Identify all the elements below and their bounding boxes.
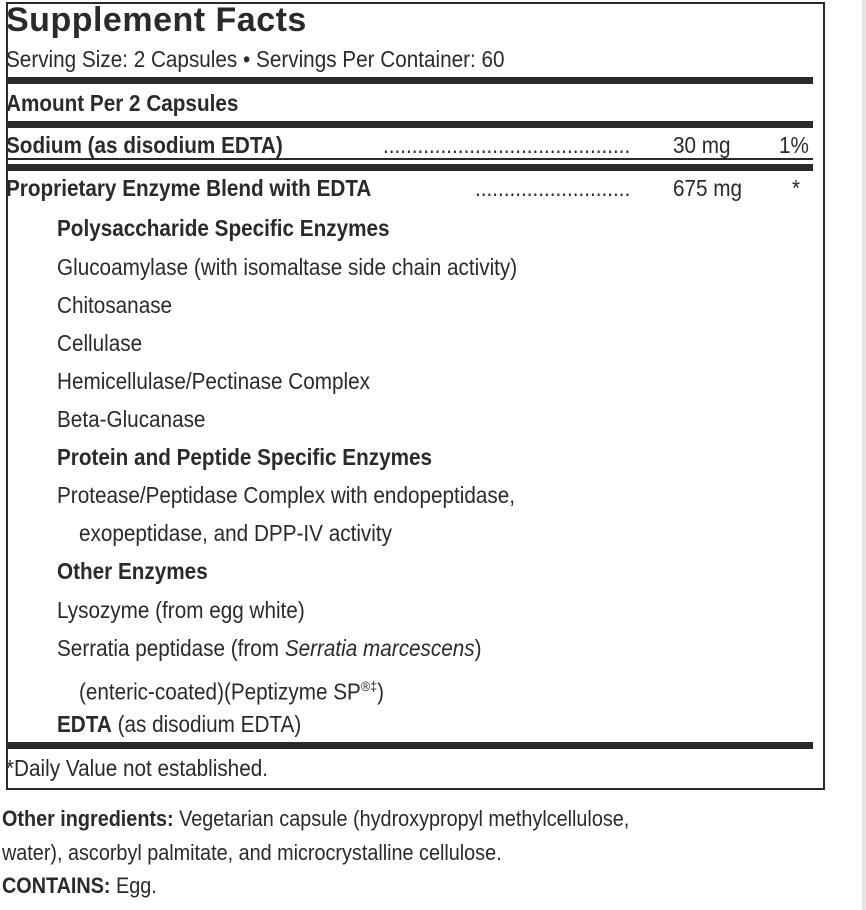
enzyme-item: Hemicellulase/Pectinase Complex	[57, 368, 370, 394]
sodium-daily-value: 1%	[779, 132, 809, 158]
serratia-line	[57, 634, 482, 662]
divider-thick	[6, 77, 813, 84]
enzyme-item: Protease/Peptidase Complex with endopeptidase,	[57, 482, 515, 508]
serratia-species: Serratia marcescens	[284, 635, 475, 661]
other-ingredients-label: Other ingredients:	[2, 806, 174, 831]
divider-thick	[6, 121, 813, 128]
serratia-prefix: Serratia peptidase (from	[57, 635, 285, 661]
edta-line	[57, 710, 301, 738]
serratia-line-2	[79, 672, 384, 706]
blend-amount: 675 mg	[673, 175, 743, 201]
enzyme-item: Beta-Glucanase	[57, 406, 206, 432]
blend-dots: ...........................	[475, 175, 631, 201]
polysaccharide-heading: Polysaccharide Specific Enzymes	[57, 215, 390, 241]
serratia-suffix: )	[474, 635, 482, 661]
protein-heading: Protein and Peptide Specific Enzymes	[57, 444, 433, 470]
other-enzymes-heading: Other Enzymes	[57, 558, 208, 584]
page-edge	[862, 0, 866, 910]
enzyme-item: Lysozyme (from egg white)	[57, 597, 305, 623]
serving-info: Serving Size: 2 Capsules • Servings Per Container: 60	[6, 46, 505, 72]
panel-title: Supplement Facts	[6, 1, 307, 39]
enzyme-item: Cellulase	[57, 330, 143, 356]
contains-value: Egg.	[110, 873, 157, 898]
edta-label: EDTA	[57, 711, 112, 737]
sodium-label: Sodium (as disodium EDTA)	[6, 132, 283, 158]
trademark-marks: ®‡	[360, 678, 378, 694]
footnote: *Daily Value not established.	[6, 755, 268, 781]
divider-thick	[6, 164, 813, 171]
serratia-detail: (enteric-coated)(Peptizyme SP	[79, 678, 361, 705]
enzyme-item: Glucoamylase (with isomaltase side chain activity)	[57, 254, 518, 280]
edta-detail: (as disodium EDTA)	[111, 711, 302, 737]
blend-label: Proprietary Enzyme Blend with EDTA	[6, 175, 372, 201]
sodium-underline	[6, 158, 813, 160]
divider-thick	[6, 742, 813, 749]
contains-line	[2, 873, 157, 899]
serratia-close: )	[377, 678, 385, 705]
sodium-dots: ...........................................	[383, 132, 631, 158]
blend-daily-value: *	[792, 175, 801, 201]
contains-label: CONTAINS:	[2, 873, 111, 898]
enzyme-item: Chitosanase	[57, 292, 173, 318]
amount-per-header: Amount Per 2 Capsules	[6, 90, 239, 116]
other-ingredients-continued: water), ascorbyl palmitate, and microcrystalline cellulose.	[2, 840, 502, 865]
other-ingredients-text: Vegetarian capsule (hydroxypropyl methylcellulose,	[173, 806, 630, 831]
sodium-amount: 30 mg	[673, 132, 731, 158]
other-ingredients-line	[2, 806, 629, 832]
enzyme-item-continued: exopeptidase, and DPP-IV activity	[79, 520, 392, 546]
